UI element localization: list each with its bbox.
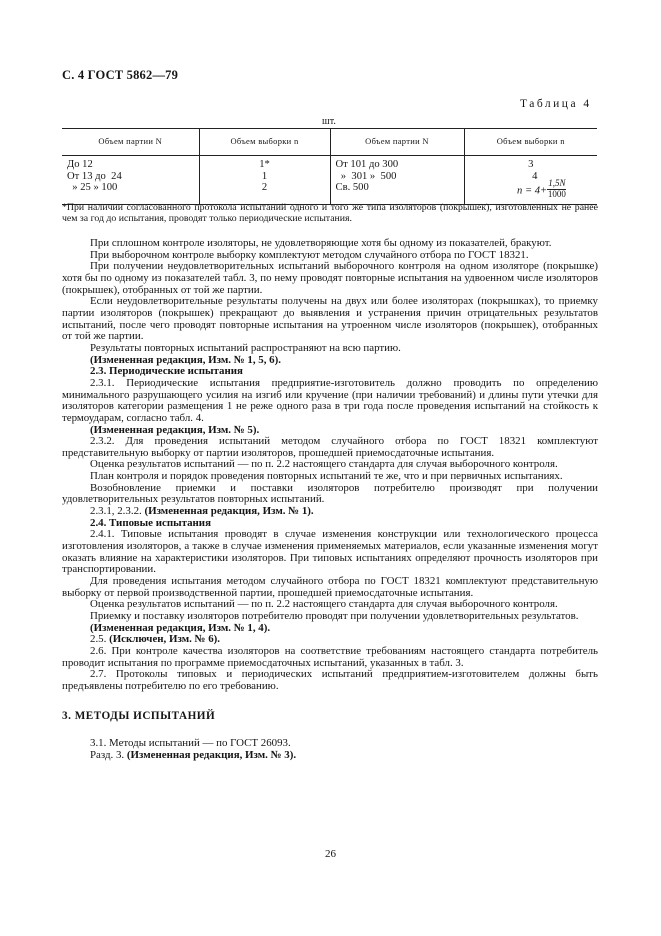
paragraph: 2.3.1, 2.3.2. (Измененная редакция, Изм. № 1). xyxy=(90,505,314,518)
paragraph: Приемку и поставку изоляторов потребителю проводят при получении удовлетворительных результатов. xyxy=(90,610,579,622)
paragraph: Возобновление приемки и поставки изоляторов потребителю производят при получении удовлетворительных результатов повторных испытаний. xyxy=(62,481,598,506)
table-footnote: *При наличии согласованного протокола испытаний одного и того же типа изоляторов (покрышек), изготовленных не ранее чем за год до испытания, проводят только периодические испытания. xyxy=(62,202,598,225)
document-body xyxy=(62,238,598,762)
running-header: С. 4 ГОСТ 5862—79 xyxy=(62,68,179,82)
paragraph: При выборочном контроле выборку комплектуют методом случайного отбора по ГОСТ 18321. xyxy=(90,248,529,261)
paragraph: Для проведения испытания методом случайного отбора по ГОСТ 18321 комплектуют представительную выборку от первой производственной партии, прошедшей приемосдаточные испытания. xyxy=(62,575,598,599)
paragraph: 2.3.1. Периодические испытания предприятие-изготовитель должно проводить по определению минимального разрушающего усилия на изгиб или кручение (при наличии требований) и длины пути утечки для изоляторов категории размещения 1 не реже одного раза в три года после проведения испытаний на стойкость к термоударам, согласно табл. 4. xyxy=(62,376,598,424)
table-cell: До 12 От 13 до 24 » 25 » 100 xyxy=(62,156,199,205)
paragraph: Если неудовлетворительные результаты получены на двух или более изоляторах (покрышках), то приемку партии изоляторов (покрышек) прекращают до выявления и устранения причин отрицательных результатов испытаний, после чего проводят повторные испытания на утроенном числе изоляторов (покрышек), отобранных от той же партии. xyxy=(62,295,598,343)
paragraph: 2.5. (Исключен, Изм. № 6). xyxy=(90,633,221,646)
paragraph: При сплошном контроле изоляторы, не удовлетворяющие хотя бы одному из показателей, бракуют. xyxy=(90,237,552,249)
section-heading: 2.3. Периодические испытания xyxy=(90,365,243,378)
column-header: Объем партии N xyxy=(330,129,464,156)
paragraph: 2.3.2. Для проведения испытаний методом случайного отбора по ГОСТ 18321 комплектуют представительную выборку от партии изоляторов, прошедшей приемосдаточные испытания. xyxy=(62,435,598,459)
chapter-heading: 3. МЕТОДЫ ИСПЫТАНИЙ xyxy=(62,709,216,722)
table-cell: 1* 1 2 xyxy=(199,156,330,205)
table-label: Таблица 4 xyxy=(520,98,592,110)
paragraph: Оценка результатов испытаний — по п. 2.2 настоящего стандарта для случая выборочного контроля. xyxy=(90,458,558,471)
paragraph: При получении неудовлетворительных испытаний выборочного контроля на одном изоляторе (покрышке) хотя бы по одному из показателей табл. 3, по нему проводят повторные испытания на удвоенном числе изоляторов (покрышек), отобранных от той же партии. xyxy=(62,260,598,296)
sample-size-formula: n = 4+ $\frac{1,5N}{1000}$ xyxy=(517,178,566,199)
page-number: 26 xyxy=(325,848,336,860)
paragraph: 2.7. Протоколы типовых и периодических испытаний предприятием-изготовителем должны быть предъявлены потребителю по его требованию. xyxy=(62,668,598,692)
amendment-note: (Измененная редакция, Изм. № 3). xyxy=(126,748,297,761)
table-cell: 3 4 n = 4+ $\frac{1,5N}{1000}$ xyxy=(464,156,597,205)
amendment-note: (Исключен, Изм. № 6). xyxy=(109,633,221,646)
sample-size-table xyxy=(62,128,597,205)
table-header-row xyxy=(62,129,597,156)
paragraph: 2.6. При контроле качества изоляторов на соответствие требованиям настоящего стандарта потребитель проводит испытания по программе приемосдаточных испытаний, указанных в табл. 3. xyxy=(62,644,598,669)
paragraph: Результаты повторных испытаний распространяют на всю партию. xyxy=(90,341,401,354)
amendment-note: (Измененная редакция, Изм. № 1, 5, 6). xyxy=(90,353,281,366)
amendment-note: (Измененная редакция, Изм. № 5). xyxy=(90,423,260,436)
section-heading: 2.4. Типовые испытания xyxy=(90,516,211,529)
table-unit: шт. xyxy=(322,116,336,127)
column-header: Объем выборки n xyxy=(464,129,597,156)
table-cell: От 101 до 300 » 301 » 500 Св. 500 xyxy=(330,156,464,205)
paragraph: Разд. 3. (Измененная редакция, Изм. № 3). xyxy=(90,748,297,761)
paragraph: Оценка результатов испытаний — по п. 2.2 настоящего стандарта для случая выборочного контроля. xyxy=(90,598,558,611)
amendment-note: (Измененная редакция, Изм. № 1). xyxy=(144,505,314,518)
paragraph: План контроля и порядок проведения повторных испытаний те же, что и при первичных испытаниях. xyxy=(90,470,563,483)
paragraph: 3.1. Методы испытаний — по ГОСТ 26093. xyxy=(90,737,291,750)
table-row xyxy=(62,156,597,205)
column-header: Объем выборки n xyxy=(199,129,330,156)
amendment-note: (Измененная редакция, Изм. № 1, 4). xyxy=(90,621,271,634)
column-header: Объем партии N xyxy=(62,129,199,156)
paragraph: 2.4.1. Типовые испытания проводят в случае изменения конструкции или технологического процесса изготовления изоляторов, а также в случае изменения применяемых материалов, если указанные изменения могут оказать влияние на характеристики изоляторов. При типовых испытаниях определяют прочность изоляторов при транспортировании. xyxy=(62,528,598,576)
